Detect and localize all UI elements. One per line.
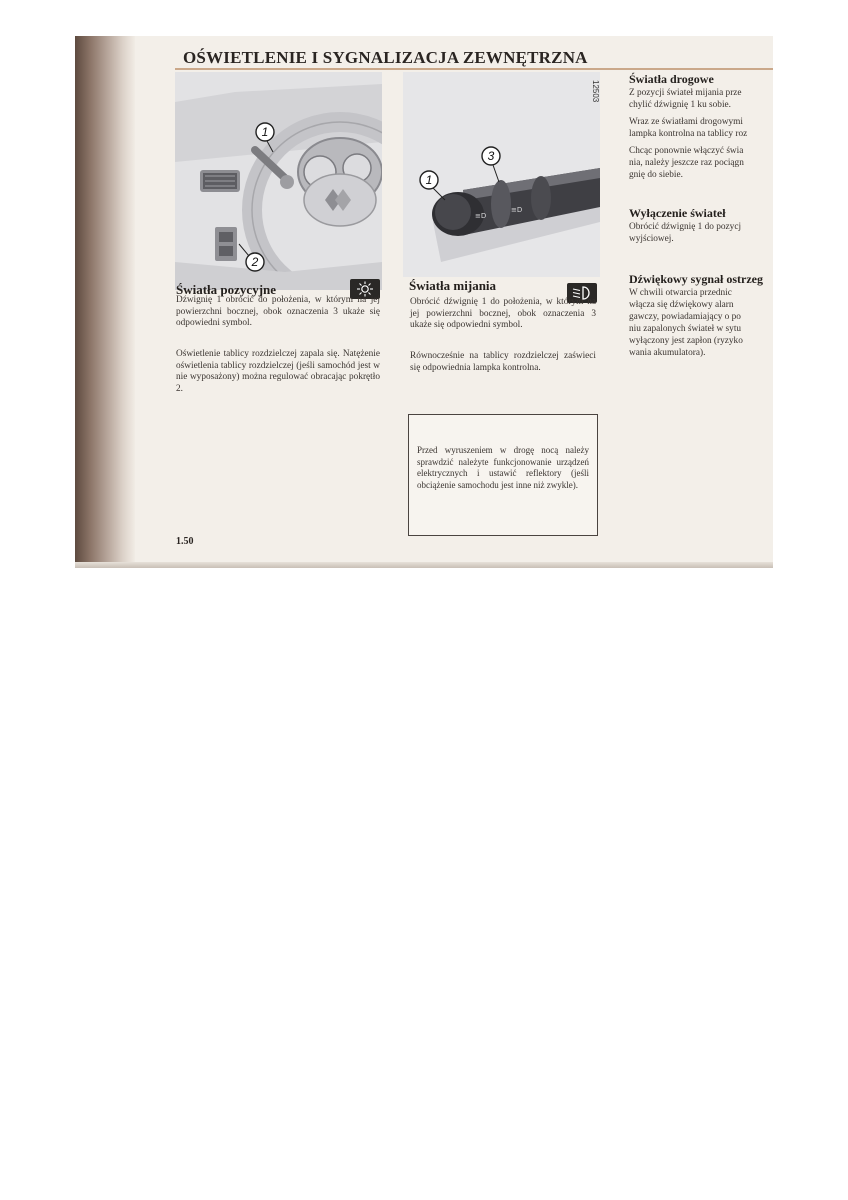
warning-sound-heading: Dźwiękowy sygnał ostrzeg (629, 272, 763, 286)
title-underline (175, 68, 773, 70)
lights-off-heading: Wyłączenie świateł (629, 206, 726, 220)
parking-lights-paragraph-1: Dźwignię 1 obrócić do położenia, w którym na jej powierzchni bocznej, obok oznaczenia 3 ukaże się odpowiedni symbol. (176, 295, 380, 329)
svg-text:≡D: ≡D (511, 206, 523, 214)
warning-sound-line-6: wania akumulatora). (629, 348, 706, 358)
callout-2-label: 2 (251, 255, 259, 269)
high-beam-heading: Światła drogowe (629, 72, 714, 86)
steering-wheel-figure (175, 72, 382, 290)
light-stalk-illustration (403, 72, 600, 277)
book-binding-shadow (75, 36, 135, 568)
low-beam-paragraph-2: Równocześnie na tablicy rozdzielczej zaświeci się odpowiednia lampka kontrolna. (410, 351, 596, 373)
light-stalk-figure (403, 72, 600, 277)
svg-text:≡D: ≡D (475, 212, 487, 220)
right-column (623, 72, 773, 472)
page-title: OŚWIETLENIE I SYGNALIZACJA ZEWNĘTRZNA (183, 48, 588, 67)
parking-lights-paragraph-2: Oświetlenie tablicy rozdzielczej zapala się. Natężenie oświetlenia tablicy rozdzielczej (jeśli samochód jest w nie wyposażony) można regulować obracając pokrętło 2. (176, 349, 380, 394)
lights-off-line-2: wyjściowej. (629, 234, 674, 244)
high-beam-line-1: Z pozycji świateł mijania prze (629, 88, 742, 98)
page-edge-shadow (75, 562, 773, 568)
high-beam-line-4: lampka kontrolna na tablicy roz (629, 129, 748, 139)
steering-wheel-illustration (175, 72, 382, 290)
high-beam-line-5: Chcąc ponownie włączyć świa (629, 146, 744, 156)
warning-sound-line-5: wyłączony jest zapłon (ryzyko (629, 336, 743, 346)
high-beam-line-6: nia, należy jeszcze raz pociągn (629, 158, 744, 168)
lights-off-line-1: Obrócić dźwignię 1 do pozycj (629, 222, 742, 232)
page-number: 1.50 (176, 536, 194, 547)
high-beam-line-3: Wraz ze światłami drogowymi (629, 117, 743, 127)
warning-sound-line-1: W chwili otwarcia przednic (629, 288, 732, 298)
parking-lights-heading: Światła pozycyjne (176, 282, 277, 297)
warning-sound-line-3: gawczy, powiadamiający o po (629, 312, 741, 322)
warning-sound-line-4: niu zapalonych świateł w sytu (629, 324, 742, 334)
figure-reference-code: 12503 (591, 80, 600, 103)
low-beam-heading: Światła mijania (409, 278, 497, 293)
scanned-manual-page (75, 36, 773, 568)
warning-sound-line-2: włącza się dźwiękowy alarn (629, 300, 734, 310)
callout-stalk-3-label: 3 (487, 149, 495, 163)
callout-stalk-1-label: 1 (425, 173, 433, 187)
warning-note-text: Przed wyruszeniem w drogę nocą należy sprawdzić należyte funkcjonowanie urządzeń elektrycznych i ustawić reflektory (jeśli obciążenie samochodu jest inne niż zwykle). (417, 445, 589, 490)
warning-note-box (408, 414, 598, 536)
high-beam-line-2: chylić dźwignię 1 ku sobie. (629, 100, 731, 110)
callout-1-label: 1 (261, 125, 269, 139)
low-beam-paragraph-1: Obrócić dźwignię 1 do położenia, w którym na jej powierzchni bocznej, obok oznaczenia 3 ukaże się odpowiedni symbol. (410, 297, 596, 331)
high-beam-line-7: gnię do siebie. (629, 170, 683, 180)
